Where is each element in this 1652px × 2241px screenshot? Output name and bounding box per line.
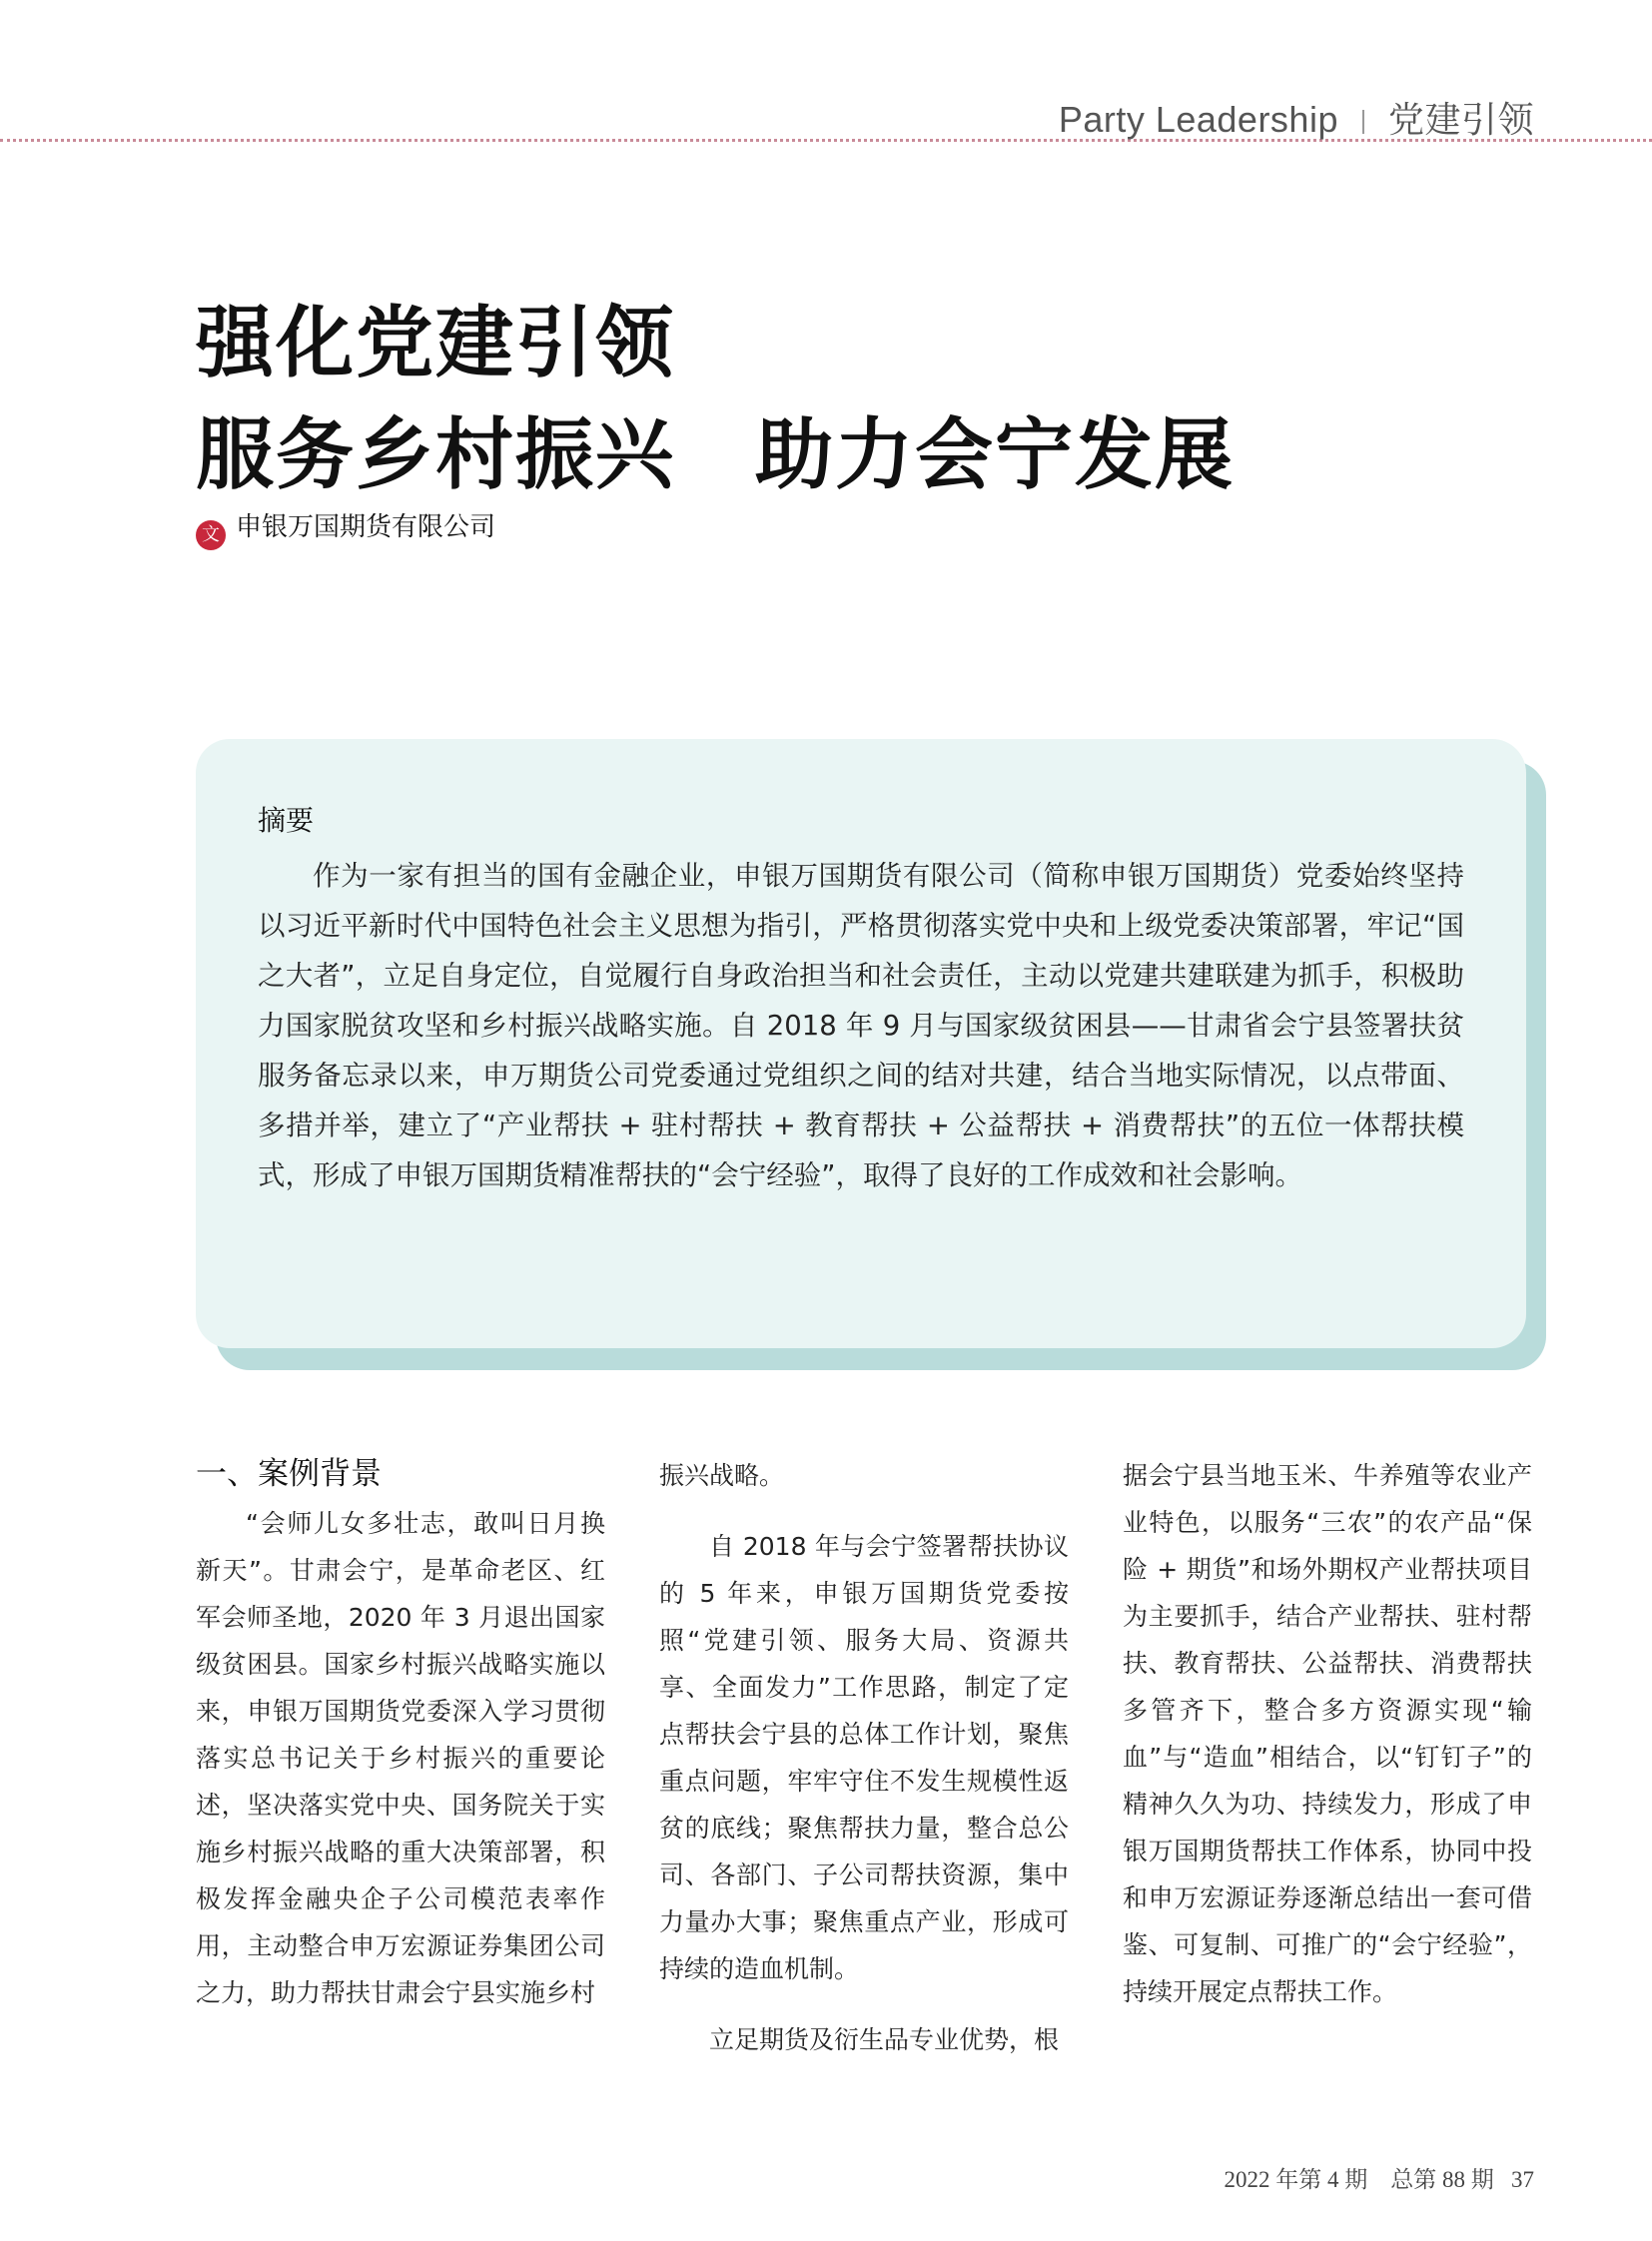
header-divider (1362, 110, 1364, 134)
paragraph: 振兴战略。 (659, 1461, 785, 1490)
section-name-en: Party Leadership (1058, 99, 1338, 140)
paragraph: 自 2018 年与会宁签署帮扶协议的 5 年来，申银万国期货党委按照“党建引领、服务大局、资源共享、全面发力”工作思路，制定了定点帮扶会宁县的总体工作计划，聚焦重点问题，牢牢守住不发生规模性返贫的底线；聚焦帮扶力量，整合总公司、各部门、子公司帮扶资源，集中力量办大事；聚焦重点产业，形成可持续的造血机制。 (659, 1532, 1069, 1983)
abstract-box (196, 739, 1526, 1348)
author-line (196, 509, 495, 550)
author-icon: 文 (196, 520, 226, 550)
page-number: 37 (1511, 2167, 1534, 2192)
section-name-zh: 党建引领 (1387, 99, 1534, 140)
body-column-3 (1123, 1452, 1532, 2015)
paragraph: 立足期货及衍生品专业优势，根 (709, 2025, 1060, 2054)
author-name: 申银万国期货有限公司 (236, 512, 496, 542)
title-line-1: 强化党建引领 (196, 299, 676, 388)
abstract-heading: 摘要 (258, 804, 315, 837)
body-column-2 (659, 1452, 1069, 2063)
section-heading: 一、案例背景 (196, 1456, 382, 1492)
running-head (1059, 92, 1534, 143)
issue-info: 2022 年第 4 期 总第 88 期 (1224, 2167, 1494, 2192)
page-footer (1225, 2161, 1535, 2194)
article-title (196, 288, 1235, 511)
abstract-text: 作为一家有担当的国有金融企业，申银万国期货有限公司（简称申银万国期货）党委始终坚持以习近平新时代中国特色社会主义思想为指引，严格贯彻落实党中央和上级党委决策部署，牢记“国之大者”，立足自身定位，自觉履行自身政治担当和社会责任，主动以党建共建联建为抓手，积极助力国家脱贫攻坚和乡村振兴战略实施。自 2018 年 9 月与国家级贫困县——甘肃省会宁县签署扶贫服务备忘录以来，申万期货公司党委通过党组织之间的结对共建，结合当地实际情况，以点带面、多措并举，建立了“产业帮扶 + 驻村帮扶 + 教育帮扶 + 公益帮扶 + 消费帮扶”的五位一体帮扶模式，形成了申银万国期货精准帮扶的“会宁经验”，取得了良好的工作成效和社会影响。 (258, 860, 1464, 1191)
body-column-1 (196, 1452, 605, 2016)
paragraph: 据会宁县当地玉米、牛养殖等农业产业特色，以服务“三农”的农产品“保险 + 期货”和场外期权产业帮扶项目为主要抓手，结合产业帮扶、驻村帮扶、教育帮扶、公益帮扶、消费帮扶多管齐下，整合多方资源实现“输血”与“造血”相结合，以“钉钉子”的精神久久为功、持续发力，形成了申银万国期货帮扶工作体系，协同中投和申万宏源证券逐渐总结出一套可借鉴、可复制、可推广的“会宁经验”，持续开展定点帮扶工作。 (1123, 1461, 1532, 2006)
page-header (0, 0, 1652, 142)
title-line-2: 服务乡村振兴 助力会宁发展 (196, 410, 1236, 500)
paragraph: “会师儿女多壮志，敢叫日月换新天”。甘肃会宁，是革命老区、红军会师圣地，2020 年 3 月退出国家级贫困县。国家乡村振兴战略实施以来，申银万国期货党委深入学习贯彻落实总书记关于乡村振兴的重要论述，坚决落实党中央、国务院关于实施乡村振兴战略的重大决策部署，积极发挥金融央企子公司模范表率作用，主动整合申万宏源证券集团公司之力，助力帮扶甘肃会宁县实施乡村 (196, 1509, 605, 2007)
